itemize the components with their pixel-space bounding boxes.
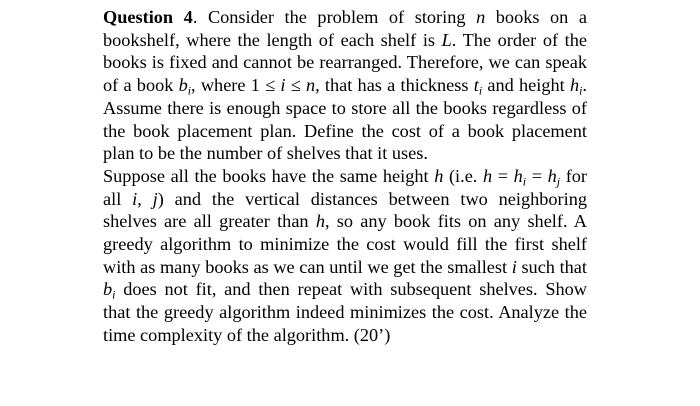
question-text-block xyxy=(103,6,587,347)
greedy-paragraph: Suppose all the books have the same height h (i.e. $h = h_i = h_j$ for all i, j) and the vertical distances between two neighboring shelves are all greater than h, so any book fits on any shelf. A greedy algorithm to minimize the cost would fill the first shelf with as many books as we can until we get the smallest i such that $b_i$ does not fit, and then repeat with subsequent shelves. Show that the greedy algorithm indeed minimizes the cost. Analyze the time complexity of the algorithm. (20’) xyxy=(103,165,588,345)
question-label: Question 4 xyxy=(103,7,193,27)
question-paragraph: Question 4. Consider the problem of storing n books on a bookshelf, where the length of each shelf is L. The order of the books is fixed and cannot be rearranged. Therefore, we can speak of a book $b_i$, where 1 ≤ i ≤ n, that has a thickness $t_i$ and height $h_i$. Assume there is enough space to store all the books regardless of the book placement plan. Define the cost of a book placement plan to be the number of shelves that it uses. xyxy=(103,7,588,164)
